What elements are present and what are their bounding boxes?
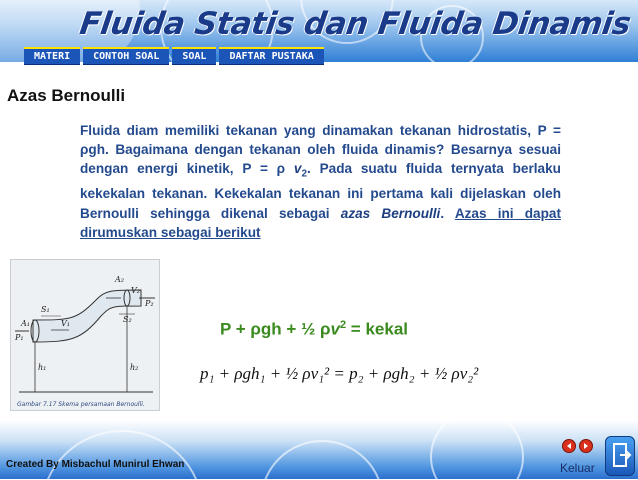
equation-part: P + ρgh + ½ ρ bbox=[220, 319, 331, 339]
label-p2: P₂ bbox=[145, 299, 154, 308]
formula-rhs: p₂ + ρgh₂ + ½ ρv₂² bbox=[349, 364, 479, 383]
nav-soal[interactable]: SOAL bbox=[172, 47, 216, 65]
equation-superscript: 2 bbox=[339, 319, 347, 331]
arrow-left-icon bbox=[565, 442, 573, 450]
formula-equals: = bbox=[333, 364, 345, 383]
para-text: Fluida diam memiliki tekanan yang dinamakan tekanan hidrostatis, P = ρgh. Bagaimana dengan tekanan oleh fluida dinamis? Besarnya sesuai dengan energi kinetik, P = ρ bbox=[80, 123, 561, 177]
label-v1: V₁ bbox=[61, 319, 70, 328]
exit-label[interactable]: Keluar bbox=[560, 461, 595, 475]
bernoulli-equation bbox=[220, 319, 408, 340]
footer-ring bbox=[430, 420, 524, 479]
slide-nav bbox=[562, 439, 596, 453]
bernoulli-formula bbox=[200, 364, 478, 384]
arrow-right-icon bbox=[582, 442, 590, 450]
para-text: . bbox=[440, 205, 445, 221]
prev-button[interactable] bbox=[562, 439, 576, 453]
label-p1: P₁ bbox=[15, 333, 24, 342]
content-paragraph bbox=[80, 121, 561, 242]
author-credit: Created By Misbachul Munirul Ehwan bbox=[6, 459, 185, 470]
figure-caption: Gambar 7.17 Skema persamaan Bernoulli. bbox=[17, 401, 145, 408]
door-exit-icon bbox=[606, 437, 634, 475]
nav-bar bbox=[0, 47, 360, 64]
label-a1: A₁ bbox=[21, 319, 30, 328]
footer-ring bbox=[40, 430, 204, 479]
para-variable: v bbox=[293, 161, 302, 177]
label-h1: h₁ bbox=[38, 363, 47, 372]
equation-part: = kekal bbox=[346, 319, 408, 339]
para-subscript: 2 bbox=[301, 169, 308, 181]
footer-bar bbox=[0, 420, 638, 479]
nav-contoh-soal[interactable]: CONTOH SOAL bbox=[83, 47, 169, 65]
para-text-last: Azas ini dapat dirumuskan sebagai berikut bbox=[80, 205, 562, 240]
para-term: azas Bernoulli bbox=[340, 205, 441, 221]
nav-daftar-pustaka[interactable]: DAFTAR PUSTAKA bbox=[219, 47, 323, 65]
label-s1: S₁ bbox=[41, 305, 50, 314]
nav-materi[interactable]: MATERI bbox=[24, 47, 80, 65]
equation-variable: v bbox=[330, 319, 340, 339]
page-title: Azas Bernoulli bbox=[7, 86, 126, 105]
label-s2: S₂ bbox=[123, 315, 132, 324]
label-v2: V₂ bbox=[131, 286, 140, 295]
footer-ring bbox=[260, 440, 384, 479]
label-h2: h₂ bbox=[130, 363, 139, 372]
app-title: Fluida Statis dan Fluida Dinamis bbox=[77, 6, 633, 42]
bernoulli-diagram bbox=[10, 259, 160, 411]
next-button[interactable] bbox=[579, 439, 593, 453]
formula-lhs: p₁ + ρgh₁ + ½ ρv₁² bbox=[200, 364, 330, 383]
pipe-diagram-svg bbox=[11, 260, 159, 410]
para-text: . Pada suatu fluida ternyata berlaku kekekalan tekanan. Kekekalan tekanan ini pertama kali dijelaskan oleh Bernoulli sehingga dikenal sebagai bbox=[80, 161, 561, 221]
label-a2: A₂ bbox=[115, 275, 124, 284]
exit-button[interactable] bbox=[605, 436, 635, 476]
